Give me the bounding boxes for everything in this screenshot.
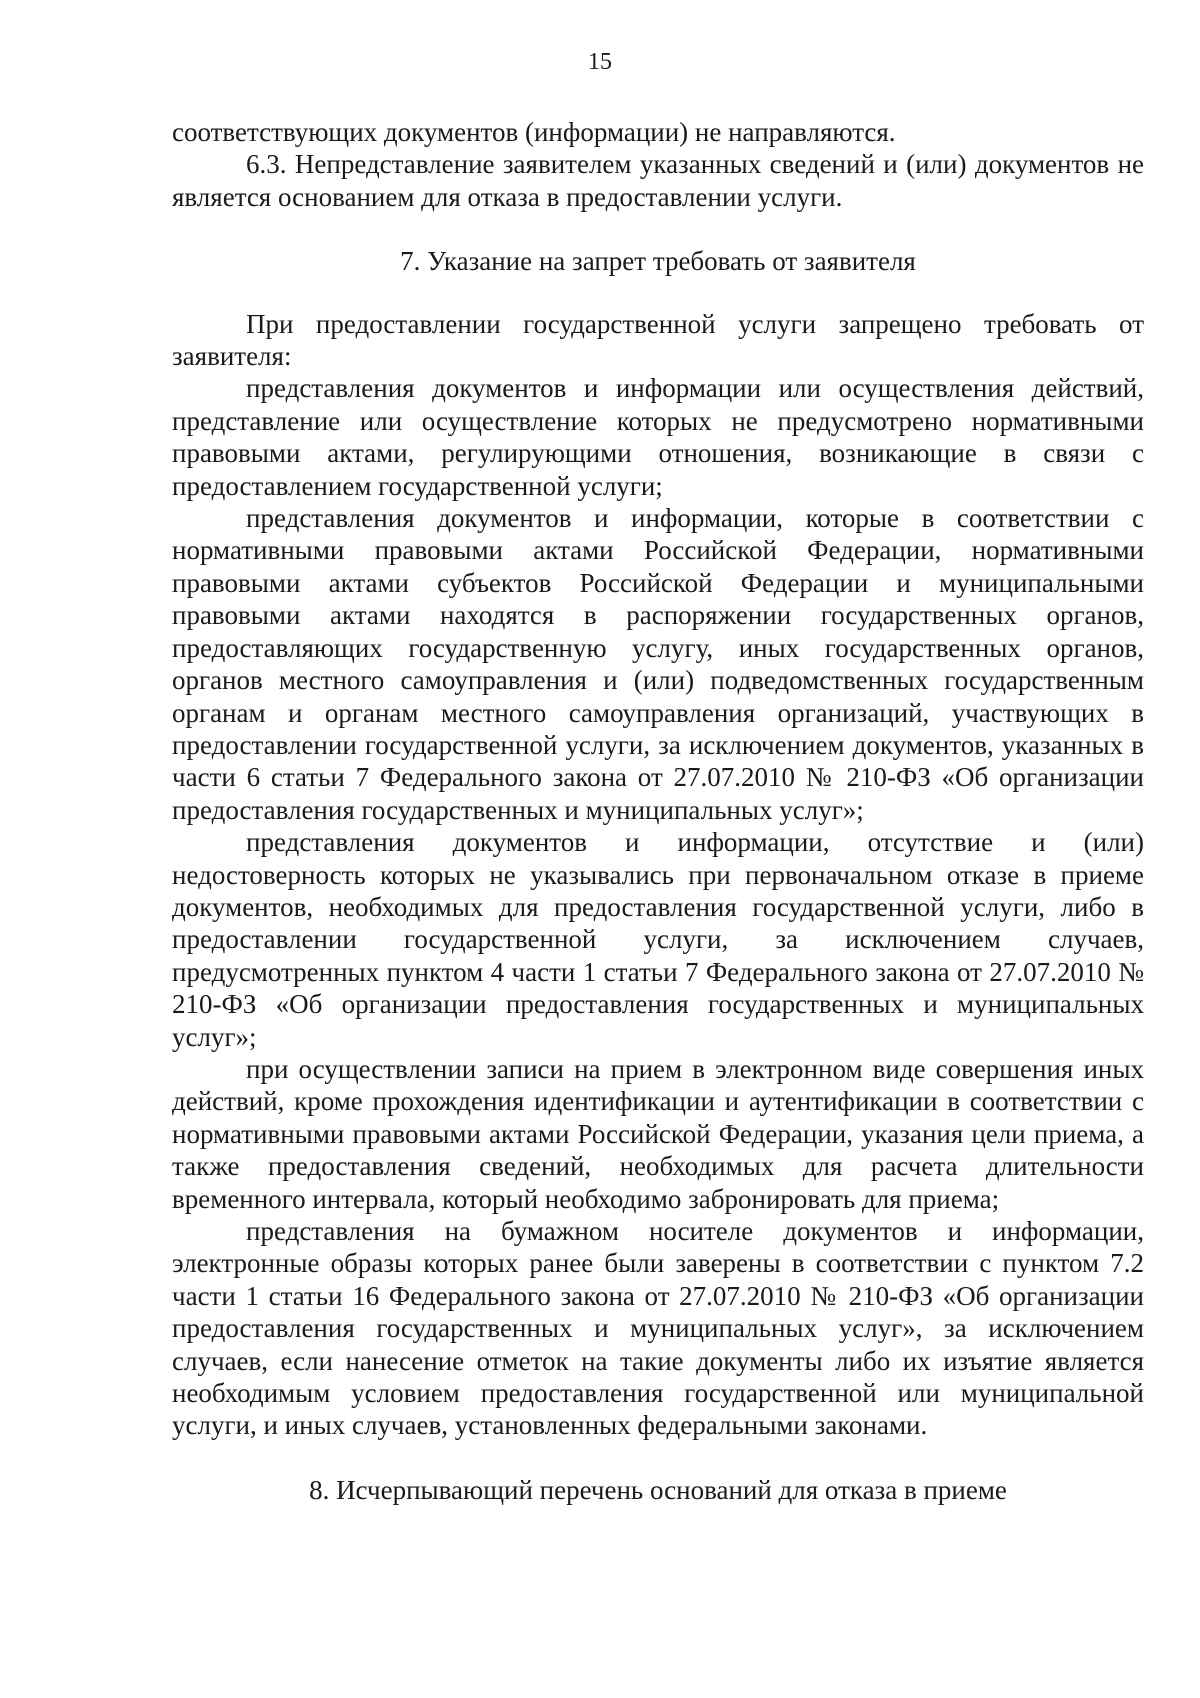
section-7-item: представления документов и информации или осуществления действий, представление или осуществление которых не предусмотрено нормативными правовыми актами, регулирующими отношения, возникающие в связи с предоставлением государственной услуги;	[172, 373, 1144, 501]
section-7-title: 7. Указание на запрет требовать от заявителя	[400, 246, 916, 277]
paragraph-6-3: 6.3. Непредставление заявителем указанных сведений и (или) документов не является основанием для отказа в предоставлении услуги.	[172, 149, 1144, 212]
section-7-item: представления документов и информации, отсутствие и (или) недостоверность которых не указывались при первоначальном отказе в приеме документов, необходимых для предоставления государственной услуги, либо в предоставлении государственной услуги, за исключением случаев, предусмотренных пунктом 4 части 1 статьи 7 Федерального закона от 27.07.2010 № 210-ФЗ «Об организации предоставления государственных и муниципальных услуг»;	[172, 827, 1144, 1052]
section-8-title: 8. Исчерпывающий перечень оснований для отказа в приеме	[309, 1474, 1007, 1505]
section-7-item: представления на бумажном носителе документов и информации, электронные образы которых ранее были заверены в соответствии с пунктом 7.2 части 1 статьи 16 Федерального закона от 27.07.2010 № 210-ФЗ «Об организации предоставления государственных и муниципальных услуг», за исключением случаев, если нанесение отметок на такие документы либо их изъятие является необходимым условием предоставления государственной или муниципальной услуги, и иных случаев, установленных федеральными законами.	[172, 1216, 1144, 1441]
page-number: 15	[588, 49, 612, 75]
paragraph-continuation: соответствующих документов (информации) не направляются.	[172, 117, 896, 147]
section-7-item: при осуществлении записи на прием в электронном виде совершения иных действий, кроме прохождения идентификации и аутентификации в соответствии с нормативными правовыми актами Российской Федерации, указания цели приема, а также предоставления сведений, необходимых для расчета длительности временного интервала, который необходимо забронировать для приема;	[172, 1053, 1144, 1214]
spacer	[172, 1442, 1144, 1474]
spacer	[172, 213, 1144, 245]
section-7-item: представления документов и информации, которые в соответствии с нормативными правовыми актами Российской Федерации, нормативными правовыми актами субъектов Российской Федерации и муниципальными правовыми актами находятся в распоряжении государственных органов, предоставляющих государственную услугу, иных государственных органов, органов местного самоуправления и (или) подведомственных государственным органам и органам местного самоуправления организаций, участвующих в предоставлении государственной услуги, за исключением документов, указанных в части 6 статьи 7 Федерального закона от 27.07.2010 № 210-ФЗ «Об организации предоставления государственных и муниципальных услуг»;	[172, 503, 1144, 825]
section-7-intro: При предоставлении государственной услуги запрещено требовать от заявителя:	[172, 308, 1144, 372]
document-body	[172, 116, 1144, 1506]
spacer	[172, 278, 1144, 308]
